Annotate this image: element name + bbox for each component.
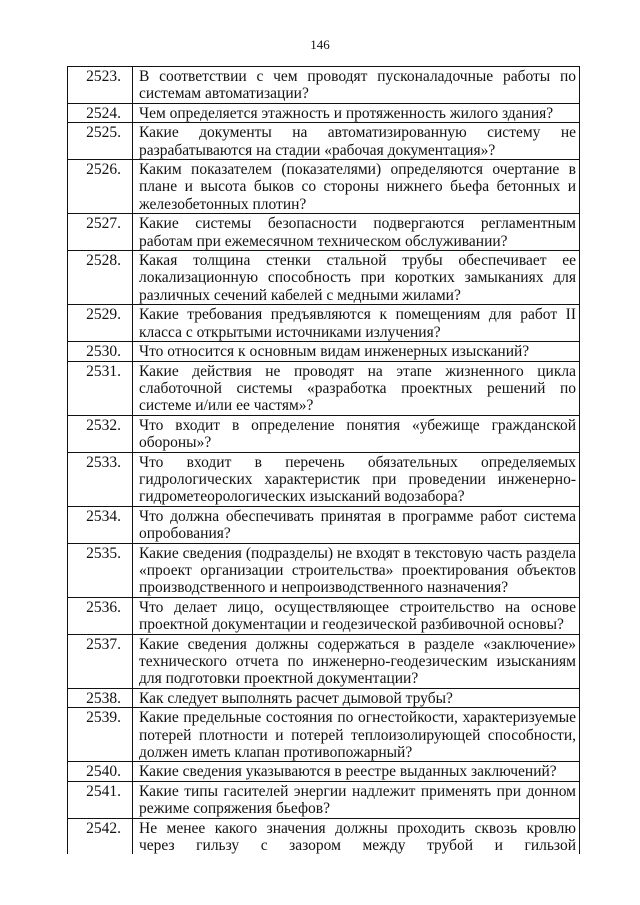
- table-row: [68, 506, 580, 543]
- question-text: В соответствии с чем проводят пусконаладочные работы по системам автоматизации?: [133, 67, 580, 104]
- table-row: [68, 781, 580, 818]
- question-text: Какие типы гасителей энергии надлежит применять при донном режиме сопряжения бьефов?: [133, 781, 580, 818]
- question-number: 2536.: [68, 597, 133, 634]
- table-row: [68, 708, 580, 762]
- question-text: Какие сведения указываются в реестре выданных заключений?: [133, 762, 580, 781]
- table-row: [68, 251, 580, 305]
- question-text: Что входит в перечень обязательных определяемых гидрологических характеристик при проведении инженерно-гидрометеорологических изысканий водозабора?: [133, 452, 580, 506]
- question-number: 2524.: [68, 103, 133, 122]
- table-row: [68, 214, 580, 251]
- question-text: Какие системы безопасности подвергаются регламентным работам при ежемесячном техническом обслуживании?: [133, 214, 580, 251]
- question-number: 2533.: [68, 452, 133, 506]
- table-row: [68, 160, 580, 214]
- table-row: [68, 103, 580, 122]
- question-number: 2532.: [68, 415, 133, 452]
- question-number: 2539.: [68, 708, 133, 762]
- question-number: 2523.: [68, 67, 133, 104]
- question-number: 2531.: [68, 361, 133, 415]
- table-row: [68, 452, 580, 506]
- question-text: Какие сведения (подразделы) не входят в текстовую часть раздела «проект организации строительства» проектирования объектов производственного и непроизводственного назначения?: [133, 543, 580, 597]
- question-text: Чем определяется этажность и протяженность жилого здания?: [133, 103, 580, 122]
- question-text: Как следует выполнять расчет дымовой трубы?: [133, 688, 580, 707]
- table-row: [68, 415, 580, 452]
- question-number: 2530.: [68, 342, 133, 361]
- table-row: [68, 342, 580, 361]
- table-row: [68, 543, 580, 597]
- question-text: Что должна обеспечивать принятая в программе работ система опробования?: [133, 506, 580, 543]
- question-text: Какие предельные состояния по огнестойкости, характеризуемые потерей плотности и потерей теплоизолирующей способности, должен иметь клапан противопожарный?: [133, 708, 580, 762]
- question-number: 2537.: [68, 634, 133, 688]
- table-row: [68, 597, 580, 634]
- question-text: Какие требования предъявляются к помещениям для работ II класса с открытыми источниками излучения?: [133, 305, 580, 342]
- question-number: 2526.: [68, 160, 133, 214]
- question-number: 2541.: [68, 781, 133, 818]
- question-text: Какие сведения должны содержаться в разделе «заключение» технического отчета по инженерно-геодезическим изысканиям для подготовки проектной документации?: [133, 634, 580, 688]
- table-row: [68, 762, 580, 781]
- question-number: 2535.: [68, 543, 133, 597]
- question-number: 2542.: [68, 818, 133, 854]
- question-number: 2540.: [68, 762, 133, 781]
- table-row: [68, 634, 580, 688]
- page-number: 146: [310, 37, 330, 52]
- question-text: Не менее какого значения должны проходить сквозь кровлю через гильзу с зазором между трубой и гильзой: [139, 819, 576, 855]
- table-row: [68, 818, 580, 854]
- question-number: 2525.: [68, 123, 133, 160]
- question-text: Какие документы на автоматизированную систему не разрабатываются на стадии «рабочая документация»?: [133, 123, 580, 160]
- question-number: 2527.: [68, 214, 133, 251]
- table-row: [68, 123, 580, 160]
- question-text: Каким показателем (показателями) определяются очертание в плане и высота быков со стороны нижнего бьефа бетонных и железобетонных плотин?: [133, 160, 580, 214]
- question-number: 2529.: [68, 305, 133, 342]
- question-number: 2538.: [68, 688, 133, 707]
- question-text: Какие действия не проводят на этапе жизненного цикла слаботочной системы «разработка проектных решений по системе и/или ее частям»?: [133, 361, 580, 415]
- questions-table: [67, 66, 580, 854]
- question-number: 2528.: [68, 251, 133, 305]
- question-text: Какая толщина стенки стальной трубы обеспечивает ее локализационную способность при коротких замыканиях для различных сечений кабелей с медными жилами?: [133, 251, 580, 305]
- table-row: [68, 361, 580, 415]
- table-row: [68, 688, 580, 707]
- question-text: Что делает лицо, осуществляющее строительство на основе проектной документации и геодезической разбивочной основы?: [133, 597, 580, 634]
- table-row: [68, 67, 580, 104]
- question-text: Что входит в определение понятия «убежище гражданской обороны»?: [133, 415, 580, 452]
- question-text: Что относится к основным видам инженерных изысканий?: [133, 342, 580, 361]
- table-row: [68, 305, 580, 342]
- question-number: 2534.: [68, 506, 133, 543]
